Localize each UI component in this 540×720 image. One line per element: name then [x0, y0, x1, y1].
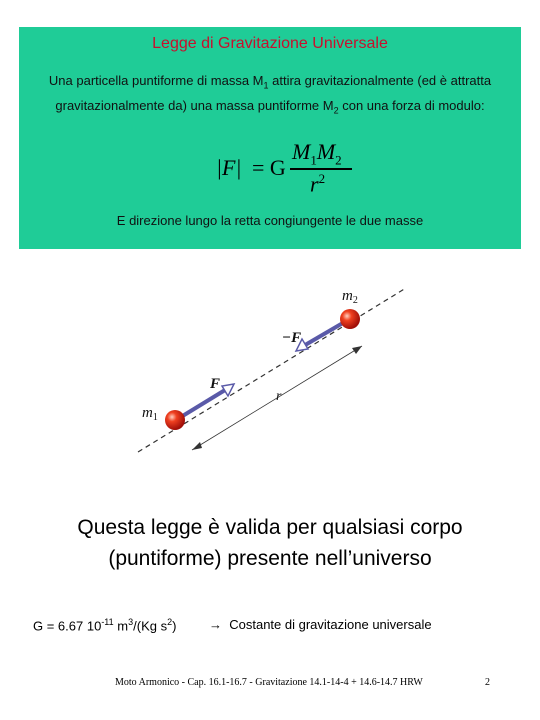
- intro-text-2: attira gravitazionalmente (ed è attratta gravitazionalmente da) una massa puntiforme M: [55, 73, 492, 113]
- force-minusF-arrow: [300, 320, 348, 348]
- two-mass-diagram: [130, 282, 420, 472]
- law-box: [19, 27, 521, 249]
- formula-equals-g: = G: [252, 155, 286, 180]
- force-F-arrow: [176, 387, 230, 420]
- label-minusF: −F: [282, 330, 302, 346]
- intro-sub-1: 1: [263, 80, 269, 91]
- gravitation-formula: [194, 137, 394, 217]
- gravitational-constant-description: → Costante di gravitazione universale: [209, 617, 432, 632]
- law-title: Legge di Gravitazione Universale: [152, 35, 388, 52]
- law-intro: [29, 71, 511, 120]
- right-arrow-icon: →: [209, 617, 222, 632]
- label-m2: $m_2$: [342, 288, 358, 306]
- gravitational-constant-value: G = 6.67 $10^{-11}$ $m^3/(Kg$ $s^2$): [33, 617, 177, 634]
- footer-text: Moto Armonico - Cap. 16.1-16.7 - Gravitazione 14.1-14-4 + 14.6-14.7 HRW: [115, 677, 423, 688]
- label-r: r: [276, 389, 282, 404]
- intro-sub-2: 2: [333, 105, 339, 116]
- mass-m1-ball: [165, 410, 185, 430]
- intro-text-3: con una forza di modulo:: [338, 97, 485, 113]
- formula-numerator: $M_1M_2$: [292, 139, 342, 168]
- mass-m2-ball: [340, 309, 360, 329]
- label-m1: $m_1$: [142, 405, 158, 423]
- law-statement: [20, 512, 520, 574]
- statement-line-1: Questa legge è valida per qualsiasi corpo: [77, 516, 463, 539]
- direction-text: E direzione lungo la retta congiungente le due masse: [116, 213, 424, 228]
- statement-line-2: (puntiforme) presente nell’universo: [108, 547, 432, 570]
- intro-text-1: Una particella puntiforme di massa M: [48, 73, 264, 88]
- formula-lhs: |F|: [216, 155, 242, 180]
- formula-denominator: $r^2$: [310, 171, 326, 197]
- label-F: F: [210, 376, 221, 392]
- fraction-bar: [290, 168, 352, 170]
- page-number: 2: [485, 677, 490, 688]
